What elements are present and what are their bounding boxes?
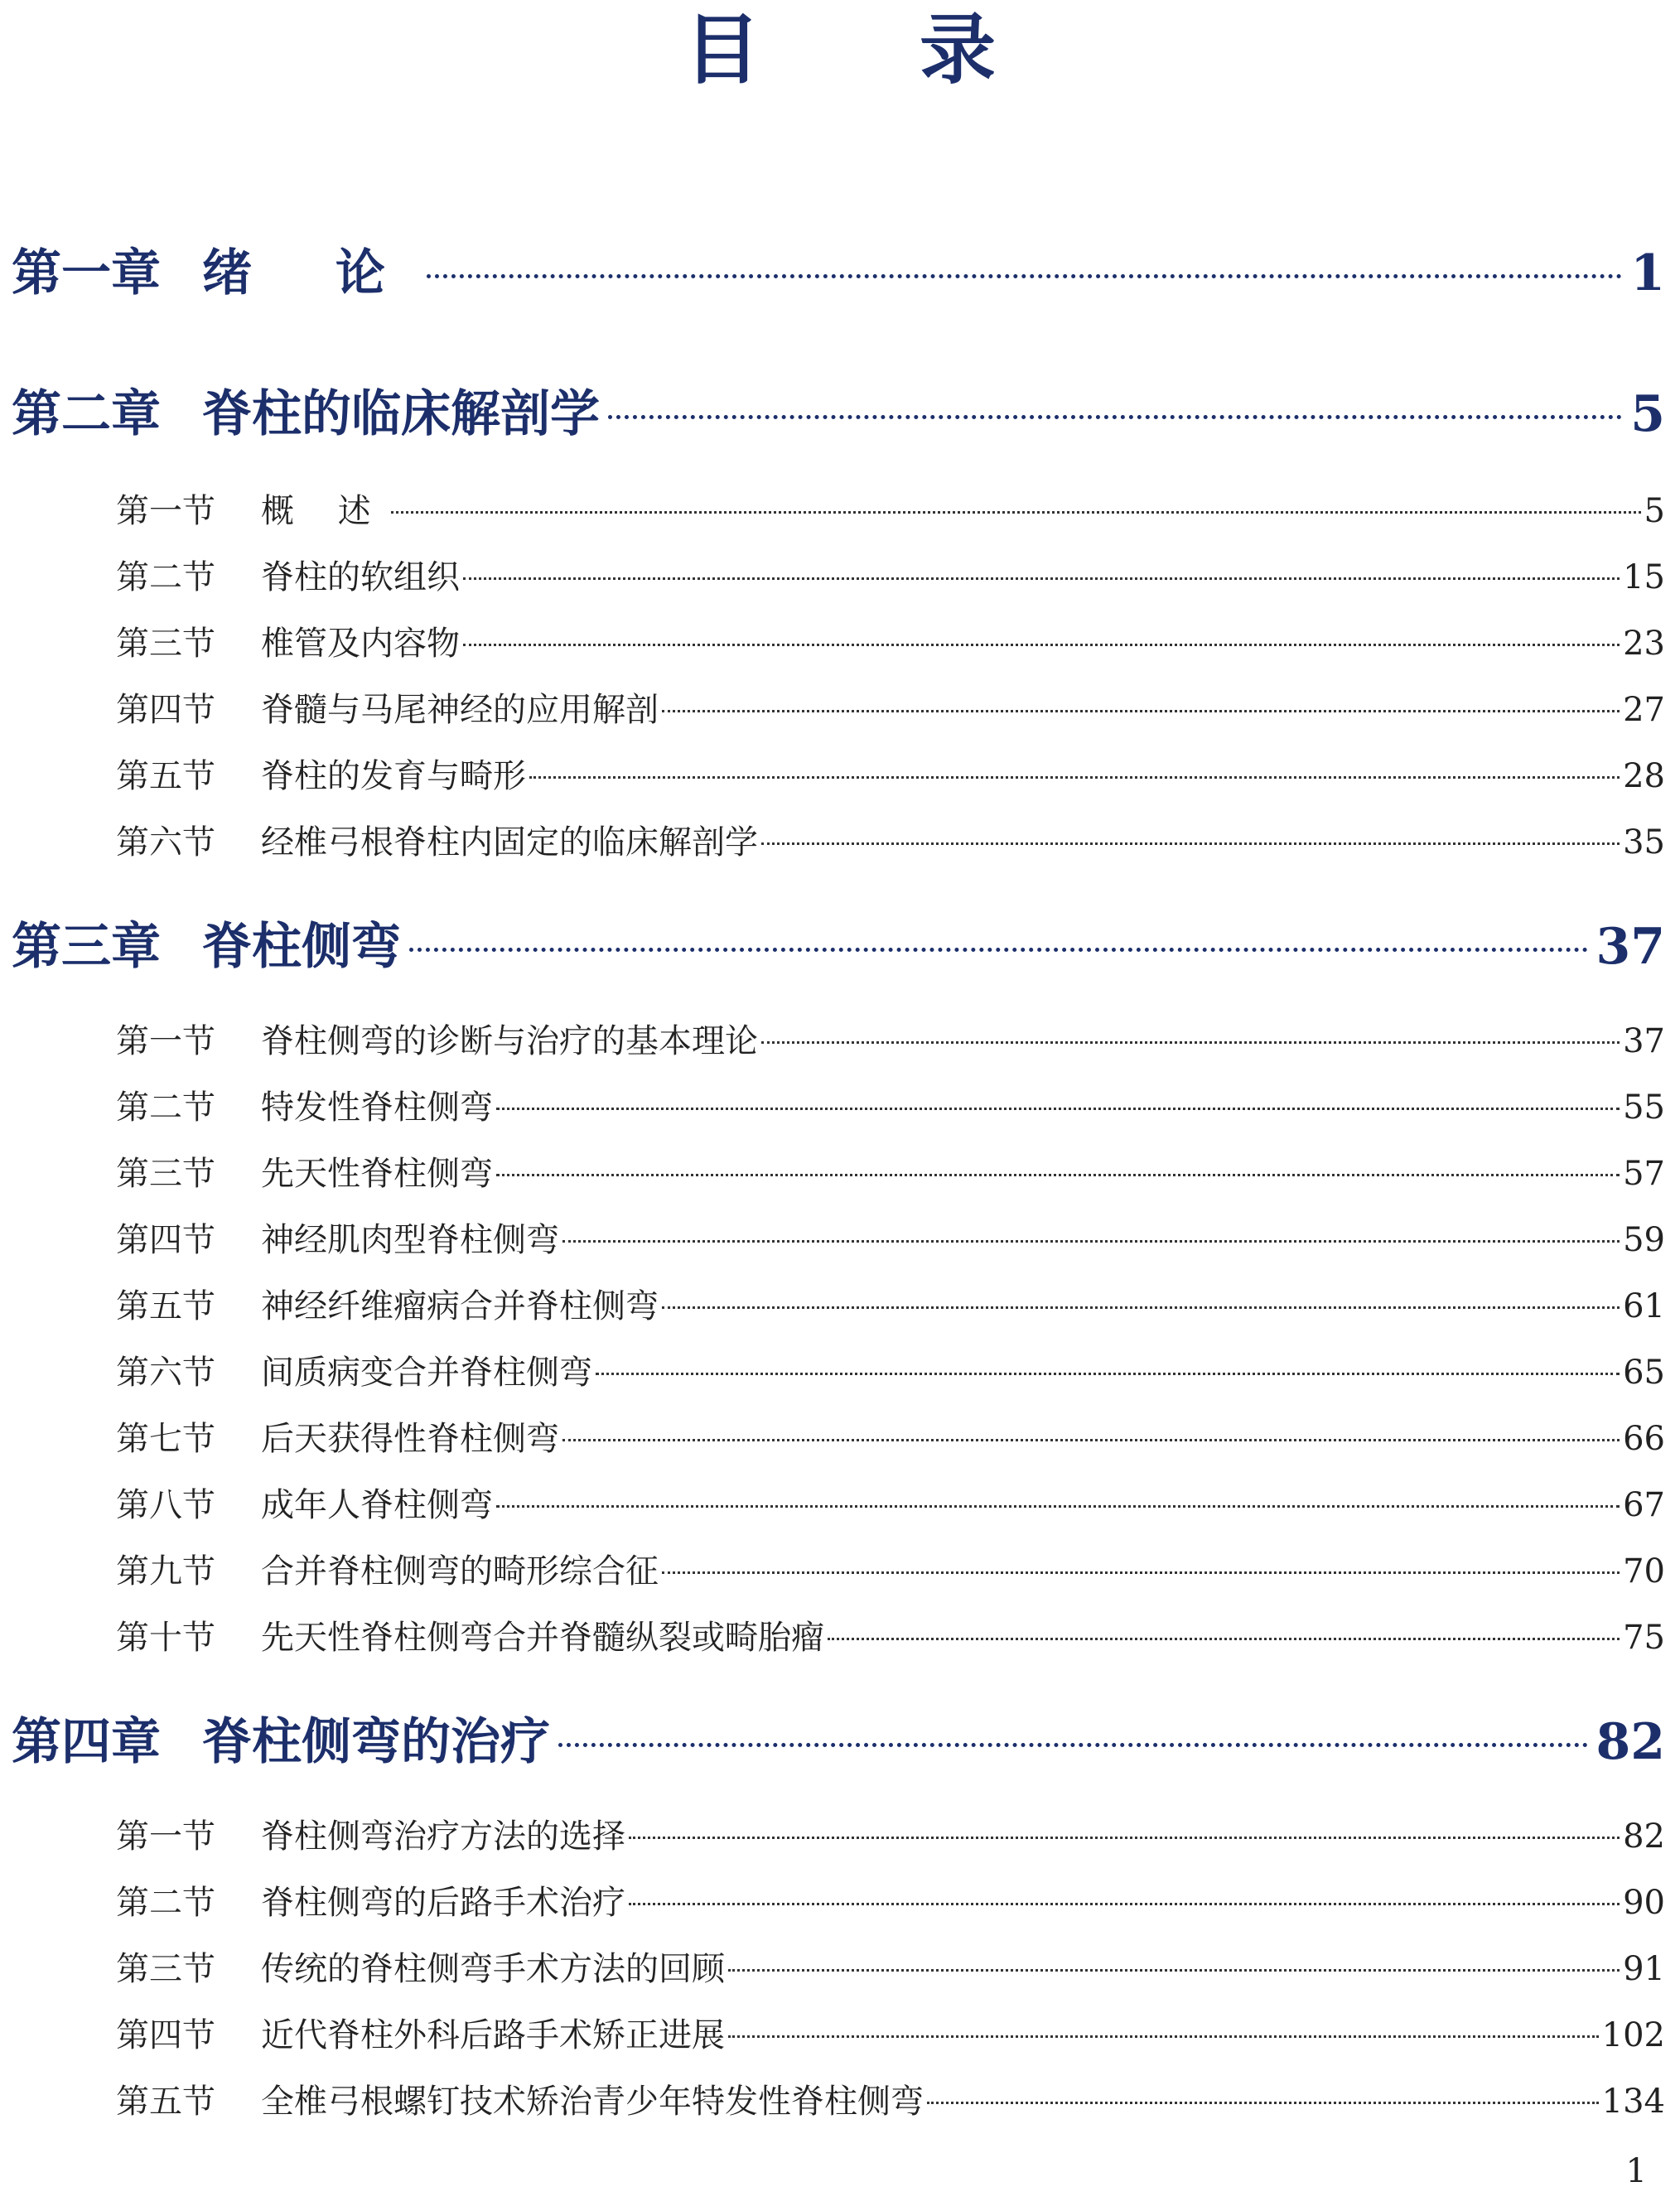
chapter-title: 脊柱侧弯的治疗 <box>202 1713 550 1771</box>
section-label: 第二节 <box>116 1089 215 1127</box>
section-title: 经椎弓根脊柱内固定的临床解剖学 <box>261 823 758 862</box>
section-page-number: 23 <box>1623 625 1665 663</box>
section-page-number: 37 <box>1623 1022 1665 1060</box>
section-entry[interactable] <box>116 1943 1665 1990</box>
section-title: 脊柱的软组织 <box>261 558 460 596</box>
section-page-number: 134 <box>1601 2083 1665 2121</box>
section-label: 第二节 <box>116 1884 215 1922</box>
section-title: 近代脊柱外科后路手术矫正进展 <box>261 2016 725 2054</box>
section-page-number: 28 <box>1623 757 1665 795</box>
chapter-4-entry[interactable] <box>12 1702 1665 1774</box>
section-title: 全椎弓根螺钉技术矫治青少年特发性脊柱侧弯 <box>261 2083 924 2121</box>
chapter-label: 第一章 <box>12 244 161 302</box>
section-title: 脊柱侧弯的诊断与治疗的基本理论 <box>261 1022 758 1060</box>
section-entry[interactable] <box>116 750 1665 797</box>
dot-leader <box>529 776 1620 779</box>
section-entry[interactable] <box>116 1081 1665 1128</box>
section-page-number: 61 <box>1623 1287 1665 1325</box>
section-label: 第七节 <box>116 1420 215 1458</box>
section-title: 间质病变合并脊柱侧弯 <box>261 1354 592 1392</box>
section-label: 第四节 <box>116 1221 215 1259</box>
section-entry[interactable] <box>116 1015 1665 1062</box>
section-label: 第四节 <box>116 2016 215 2054</box>
section-page-number: 5 <box>1644 492 1665 530</box>
dot-leader <box>562 1439 1620 1441</box>
section-page-number: 55 <box>1623 1089 1665 1127</box>
dot-leader <box>496 1108 1620 1110</box>
chapter-label: 第二章 <box>12 385 161 443</box>
dot-leader <box>391 511 1641 514</box>
section-title: 脊髓与马尾神经的应用解剖 <box>261 691 659 729</box>
dot-leader <box>558 1743 1588 1747</box>
dot-leader <box>409 948 1588 952</box>
section-label: 第五节 <box>116 2083 215 2121</box>
section-entry[interactable] <box>116 816 1665 863</box>
section-label: 第六节 <box>116 1354 215 1392</box>
section-title: 脊柱的发育与畸形 <box>261 757 526 795</box>
section-entry[interactable] <box>116 1479 1665 1526</box>
dot-leader <box>728 1969 1620 1972</box>
page-title: 目 录 <box>683 5 1063 94</box>
section-page-number: 91 <box>1623 1950 1665 1988</box>
section-title: 概 述 <box>261 492 388 530</box>
dot-leader <box>662 1306 1620 1309</box>
dot-leader <box>828 1638 1620 1640</box>
section-page-number: 67 <box>1623 1486 1665 1524</box>
section-page-number: 90 <box>1623 1884 1665 1922</box>
section-title: 脊柱侧弯的后路手术治疗 <box>261 1884 625 1922</box>
chapter-1-entry[interactable] <box>12 234 1665 305</box>
section-label: 第五节 <box>116 1287 215 1325</box>
section-label: 第二节 <box>116 558 215 596</box>
chapter-page-number: 82 <box>1596 1713 1665 1771</box>
section-label: 第三节 <box>116 1950 215 1988</box>
dot-leader <box>496 1505 1620 1508</box>
section-page-number: 75 <box>1623 1619 1665 1657</box>
dot-leader <box>629 1903 1620 1905</box>
section-title: 先天性脊柱侧弯 <box>261 1155 493 1193</box>
section-page-number: 59 <box>1623 1221 1665 1259</box>
section-entry[interactable] <box>116 617 1665 664</box>
section-title: 神经纤维瘤病合并脊柱侧弯 <box>261 1287 659 1325</box>
section-title: 神经肌肉型脊柱侧弯 <box>261 1221 559 1259</box>
section-entry[interactable] <box>116 485 1665 532</box>
section-entry[interactable] <box>116 1810 1665 1857</box>
dot-leader <box>927 2102 1599 2104</box>
section-page-number: 82 <box>1623 1817 1665 1856</box>
chapter-title: 脊柱侧弯 <box>202 918 401 976</box>
section-label: 第六节 <box>116 823 215 862</box>
dot-leader <box>562 1240 1620 1243</box>
section-title: 后天获得性脊柱侧弯 <box>261 1420 559 1458</box>
chapter-label: 第四章 <box>12 1713 161 1771</box>
dot-leader <box>608 415 1622 419</box>
dot-leader <box>463 644 1620 646</box>
section-title: 传统的脊柱侧弯手术方法的回顾 <box>261 1950 725 1988</box>
dot-leader <box>596 1373 1620 1375</box>
section-entry[interactable] <box>116 1545 1665 1592</box>
section-entry[interactable] <box>116 1214 1665 1261</box>
section-title: 成年人脊柱侧弯 <box>261 1486 493 1524</box>
section-entry[interactable] <box>116 1412 1665 1460</box>
dot-leader <box>662 1571 1620 1574</box>
dot-leader <box>463 577 1620 580</box>
section-page-number: 66 <box>1623 1420 1665 1458</box>
section-label: 第三节 <box>116 625 215 663</box>
section-page-number: 35 <box>1623 823 1665 862</box>
dot-leader <box>629 1837 1620 1839</box>
section-entry[interactable] <box>116 2009 1665 2056</box>
section-page-number: 70 <box>1623 1552 1665 1591</box>
section-title: 先天性脊柱侧弯合并脊髓纵裂或畸胎瘤 <box>261 1619 824 1657</box>
chapter-2-entry[interactable] <box>12 374 1665 446</box>
section-entry[interactable] <box>116 1147 1665 1195</box>
section-page-number: 15 <box>1623 558 1665 596</box>
section-page-number: 65 <box>1623 1354 1665 1392</box>
section-entry[interactable] <box>116 1611 1665 1658</box>
section-title: 特发性脊柱侧弯 <box>261 1089 493 1127</box>
section-page-number: 57 <box>1623 1155 1665 1193</box>
section-entry[interactable] <box>116 1876 1665 1924</box>
chapter-page-number: 5 <box>1630 385 1665 443</box>
dot-leader <box>761 842 1620 845</box>
section-label: 第五节 <box>116 757 215 795</box>
section-label: 第一节 <box>116 1022 215 1060</box>
section-entry[interactable] <box>116 1280 1665 1327</box>
dot-leader <box>761 1041 1620 1044</box>
chapter-title: 脊柱的临床解剖学 <box>202 385 600 443</box>
page-number: 1 <box>1625 2152 1647 2190</box>
section-title: 合并脊柱侧弯的畸形综合征 <box>261 1552 659 1591</box>
section-label: 第八节 <box>116 1486 215 1524</box>
dot-leader <box>427 274 1622 278</box>
chapter-page-number: 1 <box>1630 244 1665 302</box>
dot-leader <box>496 1174 1620 1176</box>
section-page-number: 27 <box>1623 691 1665 729</box>
section-entry[interactable] <box>116 2075 1665 2122</box>
section-entry[interactable] <box>116 551 1665 598</box>
section-label: 第九节 <box>116 1552 215 1591</box>
section-label: 第一节 <box>116 492 215 530</box>
section-label: 第一节 <box>116 1817 215 1856</box>
section-title: 脊柱侧弯治疗方法的选择 <box>261 1817 625 1856</box>
chapter-title: 绪 论 <box>202 244 418 302</box>
section-label: 第十节 <box>116 1619 215 1657</box>
section-label: 第三节 <box>116 1155 215 1193</box>
section-page-number: 102 <box>1601 2016 1665 2054</box>
section-entry[interactable] <box>116 683 1665 731</box>
dot-leader <box>728 2035 1599 2038</box>
section-entry[interactable] <box>116 1346 1665 1393</box>
section-label: 第四节 <box>116 691 215 729</box>
chapter-3-entry[interactable] <box>12 907 1665 978</box>
dot-leader <box>662 710 1620 712</box>
section-title: 椎管及内容物 <box>261 625 460 663</box>
chapter-label: 第三章 <box>12 918 161 976</box>
chapter-page-number: 37 <box>1596 918 1665 976</box>
